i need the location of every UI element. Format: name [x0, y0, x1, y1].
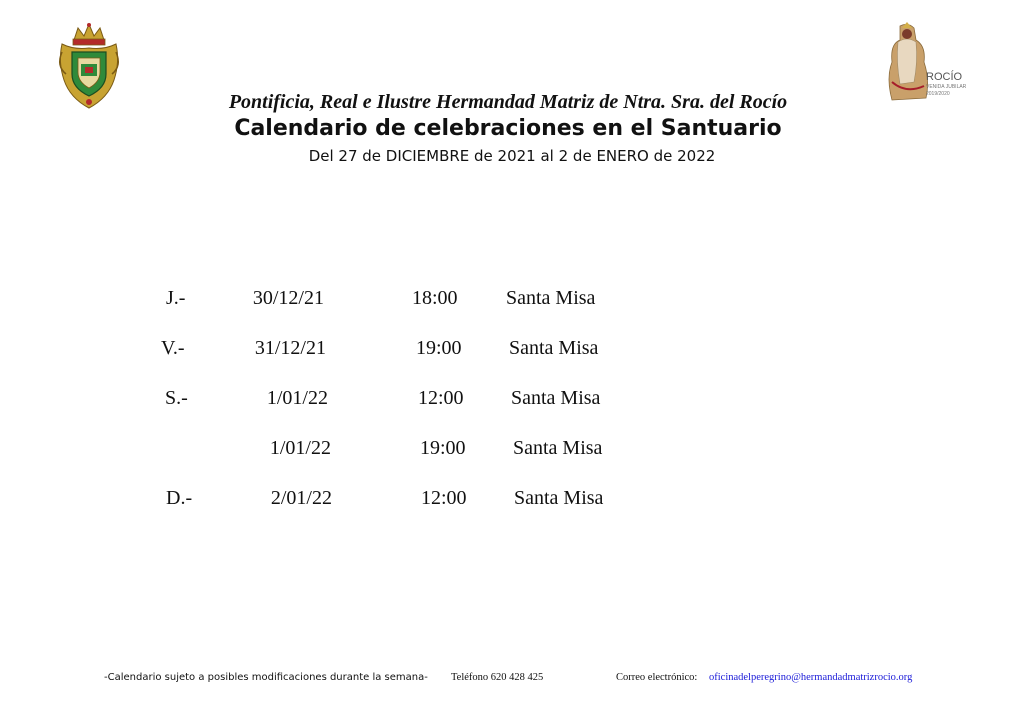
schedule-row [161, 333, 641, 363]
footer-phone: Teléfono 620 428 425 [451, 672, 544, 683]
page-title: Calendario de celebraciones en el Santuario [234, 116, 782, 141]
schedule-day: J.- [166, 287, 186, 309]
footer-email-label: Correo electrónico: [616, 672, 698, 683]
schedule-date: 1/01/22 [266, 387, 328, 409]
schedule-event: Santa Misa [511, 387, 601, 409]
schedule-time: 12:00 [418, 387, 464, 409]
schedule-row [165, 433, 645, 463]
footer-email-link[interactable]: oficinadelperegrino@hermandadmatrizrocio.org [709, 672, 913, 683]
schedule-date: 1/01/22 [269, 437, 331, 459]
hermandad-name: Pontificia, Real e Ilustre Hermandad Matriz de Ntra. Sra. del Rocío [228, 91, 788, 113]
schedule-date: 30/12/21 [252, 287, 324, 309]
schedule-row [166, 483, 646, 513]
schedule-day: V.- [161, 337, 185, 359]
schedule-date: 2/01/22 [270, 487, 332, 509]
schedule-day: S.- [165, 387, 188, 409]
schedule-row [166, 283, 646, 313]
logo-venida-text: VENIDA JUBILAR [926, 84, 967, 90]
date-range: Del 27 de DICIEMBRE de 2021 al 2 de ENERO de 2022 [308, 147, 716, 165]
schedule-time: 12:00 [421, 487, 467, 509]
schedule-time: 19:00 [420, 437, 466, 459]
schedule-day: D.- [166, 487, 193, 509]
schedule-time: 19:00 [416, 337, 462, 359]
footer-disclaimer: -Calendario sujeto a posibles modificaciones durante la semana- [104, 672, 428, 683]
schedule-event: Santa Misa [509, 337, 599, 359]
schedule-event: Santa Misa [513, 437, 603, 459]
schedule-row [165, 383, 645, 413]
logo-rocio-text: ROCÍO [926, 71, 963, 83]
schedule-time: 18:00 [412, 287, 458, 309]
logo-year-text: 2019/2020 [926, 91, 950, 97]
schedule-date: 31/12/21 [254, 337, 326, 359]
schedule-event: Santa Misa [506, 287, 596, 309]
schedule-event: Santa Misa [514, 487, 604, 509]
